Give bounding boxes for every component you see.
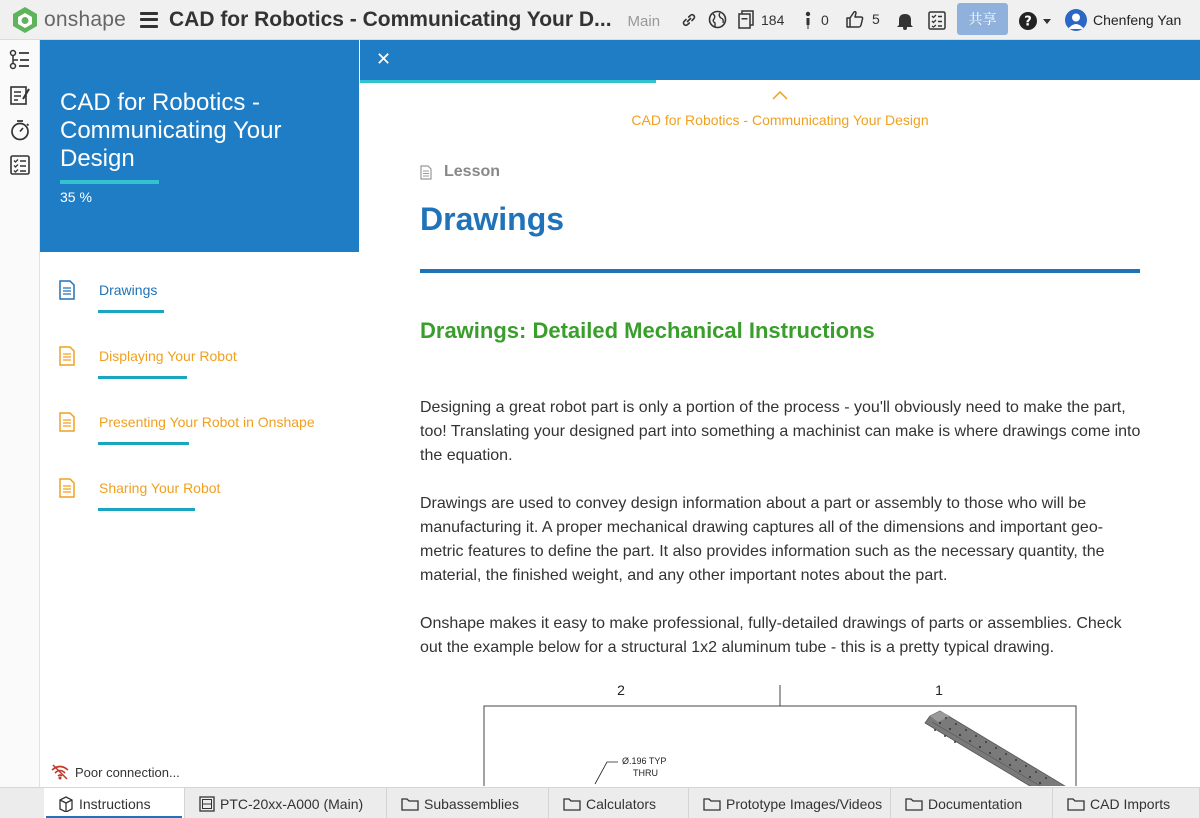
paragraph: Onshape makes it easy to make professional, fully-detailed drawings of parts or assemblies. Check out the example below for a structural 1x2 aluminum tube - this is a pretty typical drawing. <box>420 615 1122 656</box>
page-title: Drawings <box>420 201 565 237</box>
lesson-progress <box>98 442 189 445</box>
timer-icon[interactable] <box>9 119 31 141</box>
onshape-logo-icon <box>12 6 38 34</box>
tab-calculators[interactable] <box>549 788 689 818</box>
lesson-label: Drawings <box>99 282 158 298</box>
lesson-progress <box>98 376 187 379</box>
document-title[interactable]: CAD for Robotics - Communicating Your D... <box>168 7 612 31</box>
course-title: CAD for Robotics - Communicating Your Design <box>60 89 282 172</box>
bell-icon[interactable] <box>896 11 914 30</box>
thumbs-up-icon <box>845 9 865 29</box>
lesson-label: Sharing Your Robot <box>99 480 221 496</box>
mechanical-drawing-image <box>420 678 1140 786</box>
title-divider <box>420 269 1140 273</box>
folder-icon <box>905 797 923 811</box>
tab-label: PTC-20xx-A000 (Main) <box>220 795 364 812</box>
folder-icon <box>563 797 581 811</box>
tab-bar <box>0 787 1200 818</box>
lesson-label: Displaying Your Robot <box>99 348 237 364</box>
tab-cad-imports[interactable] <box>1053 788 1200 818</box>
follow-icon <box>804 11 812 29</box>
lesson-tag <box>420 163 500 181</box>
lesson-progress <box>98 508 195 511</box>
drawing-zone-label: 2 <box>617 682 625 698</box>
section-title: Drawings: Detailed Mechanical Instructions <box>420 318 875 343</box>
share-button[interactable]: 共享 <box>957 3 1008 35</box>
chevron-down-icon <box>1043 19 1051 24</box>
folder-icon <box>401 797 419 811</box>
tab-label: Calculators <box>586 795 657 812</box>
logo-text: onshape <box>44 7 126 31</box>
tab-ptc-drawing[interactable] <box>185 788 387 818</box>
close-icon[interactable]: ✕ <box>376 49 392 69</box>
versions-count: 184 <box>761 11 785 28</box>
drawing-icon <box>199 796 215 812</box>
task-list-icon[interactable] <box>928 11 946 30</box>
connection-status <box>50 764 180 780</box>
tab-label: Subassemblies <box>424 795 519 812</box>
drawing-callout: THRU <box>633 768 658 778</box>
document-icon <box>59 412 75 432</box>
document-icon <box>59 280 75 300</box>
book-icon <box>58 796 74 812</box>
feature-tree-icon[interactable] <box>9 49 31 71</box>
tab-documentation[interactable] <box>891 788 1053 818</box>
svg-text:?: ? <box>1024 14 1032 30</box>
course-progress-text: 35 % <box>60 189 92 205</box>
tab-instructions[interactable] <box>44 788 185 818</box>
top-bar <box>0 0 1200 40</box>
tab-label: Instructions <box>79 795 151 812</box>
course-progress-bar <box>60 180 159 184</box>
versions-icon <box>738 10 756 29</box>
user-name: Chenfeng Yan <box>1093 12 1182 28</box>
likes-count: 5 <box>872 11 880 27</box>
chevron-up-icon[interactable] <box>772 91 788 100</box>
aluminum-tube-illustration <box>925 711 1065 786</box>
breadcrumb[interactable]: CAD for Robotics - Communicating Your Design <box>631 112 929 128</box>
tab-label: Prototype Images/Videos <box>726 795 883 812</box>
branch-label[interactable]: Main <box>627 13 661 30</box>
lesson-item-drawings[interactable] <box>40 252 359 312</box>
menu-icon[interactable] <box>140 12 158 28</box>
course-header <box>40 40 359 252</box>
tab-prototype-images-videos[interactable] <box>689 788 891 818</box>
paragraph: Designing a great robot part is only a portion of the process - you'll obviously need to make the part, too! Translating your designed part into something a machinist can make is where drawings come into the equation. <box>420 399 1141 464</box>
document-icon <box>420 165 432 180</box>
help-icon <box>1018 11 1038 31</box>
lesson-item-displaying-your-robot[interactable] <box>40 318 359 378</box>
help-button[interactable] <box>1018 11 1051 31</box>
checklist-icon[interactable] <box>9 154 31 176</box>
tab-label: Documentation <box>928 795 1023 812</box>
lesson-content <box>360 83 1200 786</box>
lesson-top-bar <box>360 40 1200 80</box>
drawing-zone-label: 1 <box>935 682 943 698</box>
drawing-callout: Ø.196 TYP <box>622 756 667 766</box>
tab-label: CAD Imports <box>1090 795 1171 812</box>
tab-subassemblies[interactable] <box>387 788 549 818</box>
folder-icon <box>1067 797 1085 811</box>
lesson-label: Presenting Your Robot in Onshape <box>99 414 315 430</box>
paragraph: Drawings are used to convey design information about a part or assembly to those who will be manufacturing it. A proper mechanical drawing captures all of the dimensions and important geo-metric features to define the part. It also provides information such as the necessary quantity, the material, the finished weight, and any other important notes about the part. <box>420 495 1105 584</box>
followers-button[interactable] <box>804 11 829 29</box>
lesson-tag-label: Lesson <box>444 163 501 180</box>
poor-connection-icon <box>50 764 70 780</box>
followers-count: 0 <box>821 12 829 28</box>
lesson-item-sharing-your-robot[interactable] <box>40 450 359 510</box>
versions-button[interactable] <box>738 10 784 29</box>
document-icon <box>59 478 75 498</box>
onshape-logo[interactable] <box>12 6 126 34</box>
folder-icon <box>703 797 721 811</box>
like-button[interactable] <box>845 9 880 29</box>
lesson-item-presenting-your-robot[interactable] <box>40 384 359 444</box>
lesson-progress <box>98 310 164 313</box>
left-toolbar <box>0 40 40 818</box>
user-menu[interactable] <box>1065 9 1181 31</box>
notes-icon[interactable] <box>9 84 31 106</box>
avatar <box>1065 9 1087 31</box>
link-icon[interactable] <box>681 12 697 28</box>
document-icon <box>59 346 75 366</box>
globe-icon[interactable] <box>708 10 727 29</box>
connection-status-text: Poor connection... <box>75 764 180 780</box>
